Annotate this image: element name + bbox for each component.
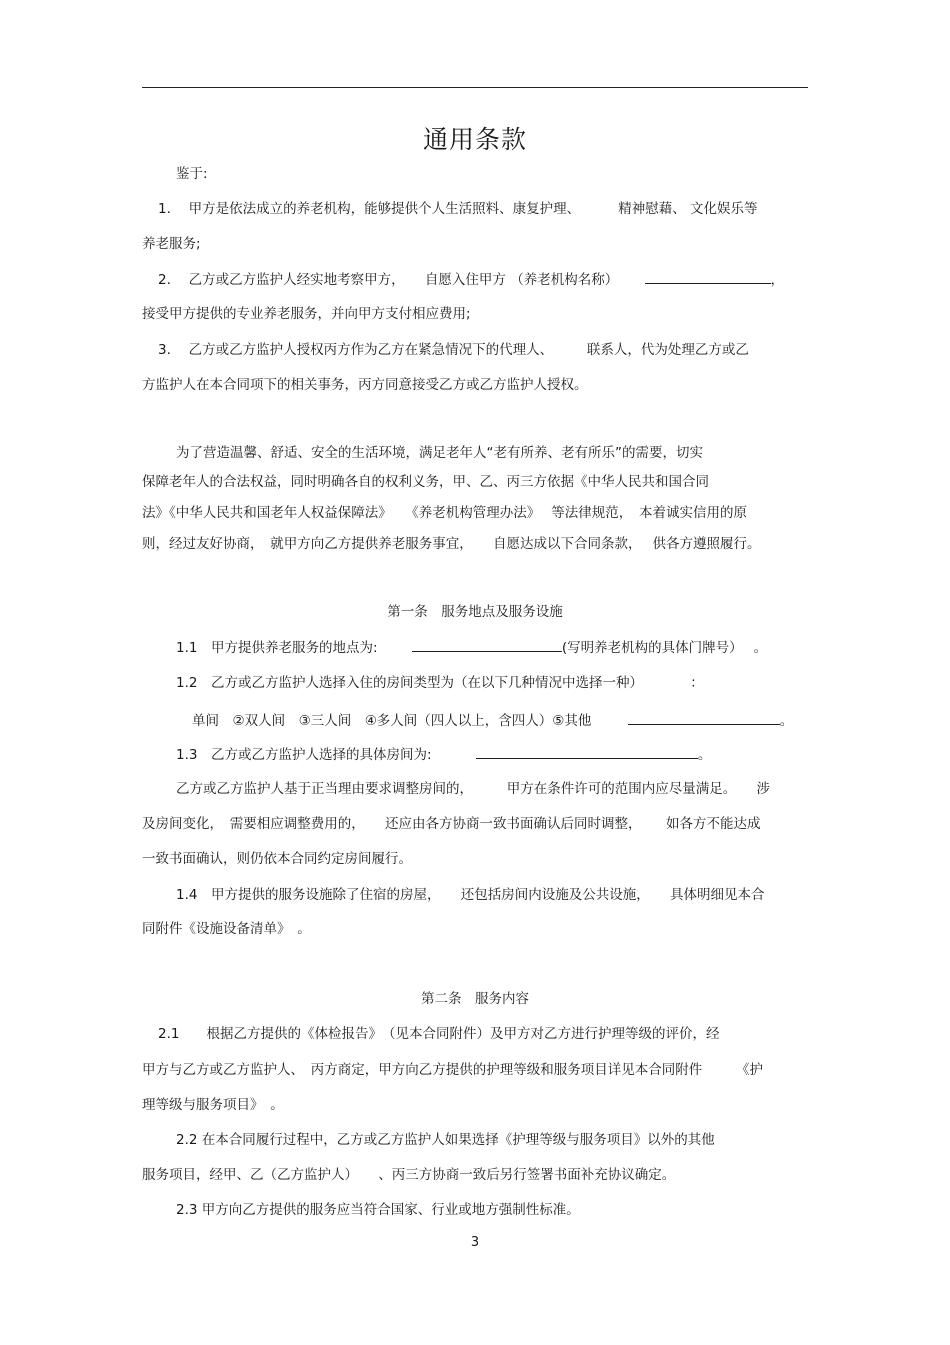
article-1-heading: 第一条 服务地点及服务设施: [387, 604, 563, 620]
preamble-jianyu: 鉴于:: [176, 166, 208, 182]
clause-1-3-label: 1.3 乙方或乙方监护人选择的具体房间为:: [176, 747, 432, 763]
clause-1-4: 1.4 甲方提供的服务设施除了住宿的房屋， 还包括房间内设施及公共设施， 具体明细见本合: [176, 887, 765, 903]
room-type-options-end: 。: [779, 713, 794, 729]
clause-1-2: 1.2 乙方或乙方监护人选择入住的房间类型为（在以下几种情况中选择一种） ：: [176, 675, 704, 691]
preamble-item-1-cont: 养老服务;: [142, 236, 201, 252]
clause-2-1-cont-2: 理等级与服务项目》 。: [142, 1097, 284, 1113]
clause-2-2-cont: 服务项目，经甲、乙（乙方监护人） 、丙三方协商一致后另行签署书面补充协议确定。: [142, 1167, 676, 1183]
preamble-item-3-cont: 方监护人在本合同项下的相关事务，丙方同意接受乙方或乙方监护人授权。: [142, 377, 588, 393]
clause-2-1: 2.1 根据乙方提供的《体检报告》 （见本合同附件）及甲方对乙方进行护理等级的评价，经: [158, 1026, 720, 1042]
room-type-options: [192, 711, 793, 730]
clause-1-3: [176, 745, 711, 764]
article-2-heading: 第二条 服务内容: [421, 991, 529, 1007]
intro-line-1: 为了营造温馨、舒适、安全的生活环境，满足老年人“老有所养、老有所乐”的需要，切实: [176, 445, 703, 461]
room-type-options-text: 单间 ②双人间 ③三人间 ④多人间（四人以上，含四人）⑤其他: [192, 713, 592, 729]
institution-name-blank[interactable]: [645, 270, 771, 284]
preamble-item-2-text: 2. 乙方或乙方监护人经实地考察甲方， 自愿入住甲方 （养老机构名称）: [158, 272, 619, 288]
clause-1-4-cont: 同附件《设施设备清单》 。: [142, 921, 311, 937]
clause-2-3: 2.3 甲方向乙方提供的服务应当符合国家、行业或地方强制性标准。: [176, 1202, 580, 1218]
room-number-blank[interactable]: [476, 745, 698, 759]
page-number: 3: [470, 1235, 480, 1250]
preamble-item-3: 3. 乙方或乙方监护人授权丙方作为乙方在紧急情况下的代理人、 联系人，代为处理乙方或乙: [158, 342, 749, 358]
intro-line-4: 则，经过友好协商， 就甲方向乙方提供养老服务事宜， 自愿达成以下合同条款， 供各方遵照履行。: [142, 536, 761, 552]
clause-1-1-label: 1.1 甲方提供养老服务的地点为:: [176, 640, 378, 656]
preamble-item-2-cont: 接受甲方提供的专业养老服务，并向甲方支付相应费用;: [142, 306, 471, 322]
preamble-item-2: [158, 270, 784, 289]
intro-line-2: 保障老年人的合法权益，同时明确各自的权利义务，甲、乙、丙三方依据《中华人民共和国合同: [142, 474, 709, 490]
preamble-item-1: 1. 甲方是依法成立的养老机构，能够提供个人生活照料、康复护理、 精神慰藉、 文化娱乐等: [158, 201, 758, 217]
address-blank[interactable]: [412, 638, 562, 652]
other-room-type-blank[interactable]: [628, 711, 780, 725]
header-rule: [142, 87, 808, 88]
clause-1-1: [176, 638, 767, 657]
page-title: 通用条款: [422, 125, 527, 154]
room-adjustment-line-2: 及房间变化， 需要相应调整费用的， 还应由各方协商一致书面确认后同时调整， 如各方不能达成: [142, 816, 761, 832]
preamble-item-2-comma: ，: [770, 272, 785, 288]
room-adjustment-line-1: 乙方或乙方监护人基于正当理由要求调整房间的， 甲方在条件许可的范围内应尽量满足。 涉: [176, 781, 770, 797]
clause-2-1-cont-1: 甲方与乙方或乙方监护人、 丙方商定，甲方向乙方提供的护理等级和服务项目详见本合同附件 《护: [142, 1062, 763, 1078]
clause-2-2: 2.2 在本合同履行过程中，乙方或乙方监护人如果选择《护理等级与服务项目》以外的其他: [176, 1132, 715, 1148]
clause-1-1-note: (写明养老机构的具体门牌号） 。: [561, 640, 768, 656]
clause-1-3-end: 。: [697, 747, 712, 763]
intro-line-3: 法》《中华人民共和国老年人权益保障法》 《养老机构管理办法》 等法律规范， 本着诚实信用的原: [142, 505, 748, 521]
room-adjustment-line-3: 一致书面确认，则仍依本合同约定房间履行。: [142, 851, 412, 867]
